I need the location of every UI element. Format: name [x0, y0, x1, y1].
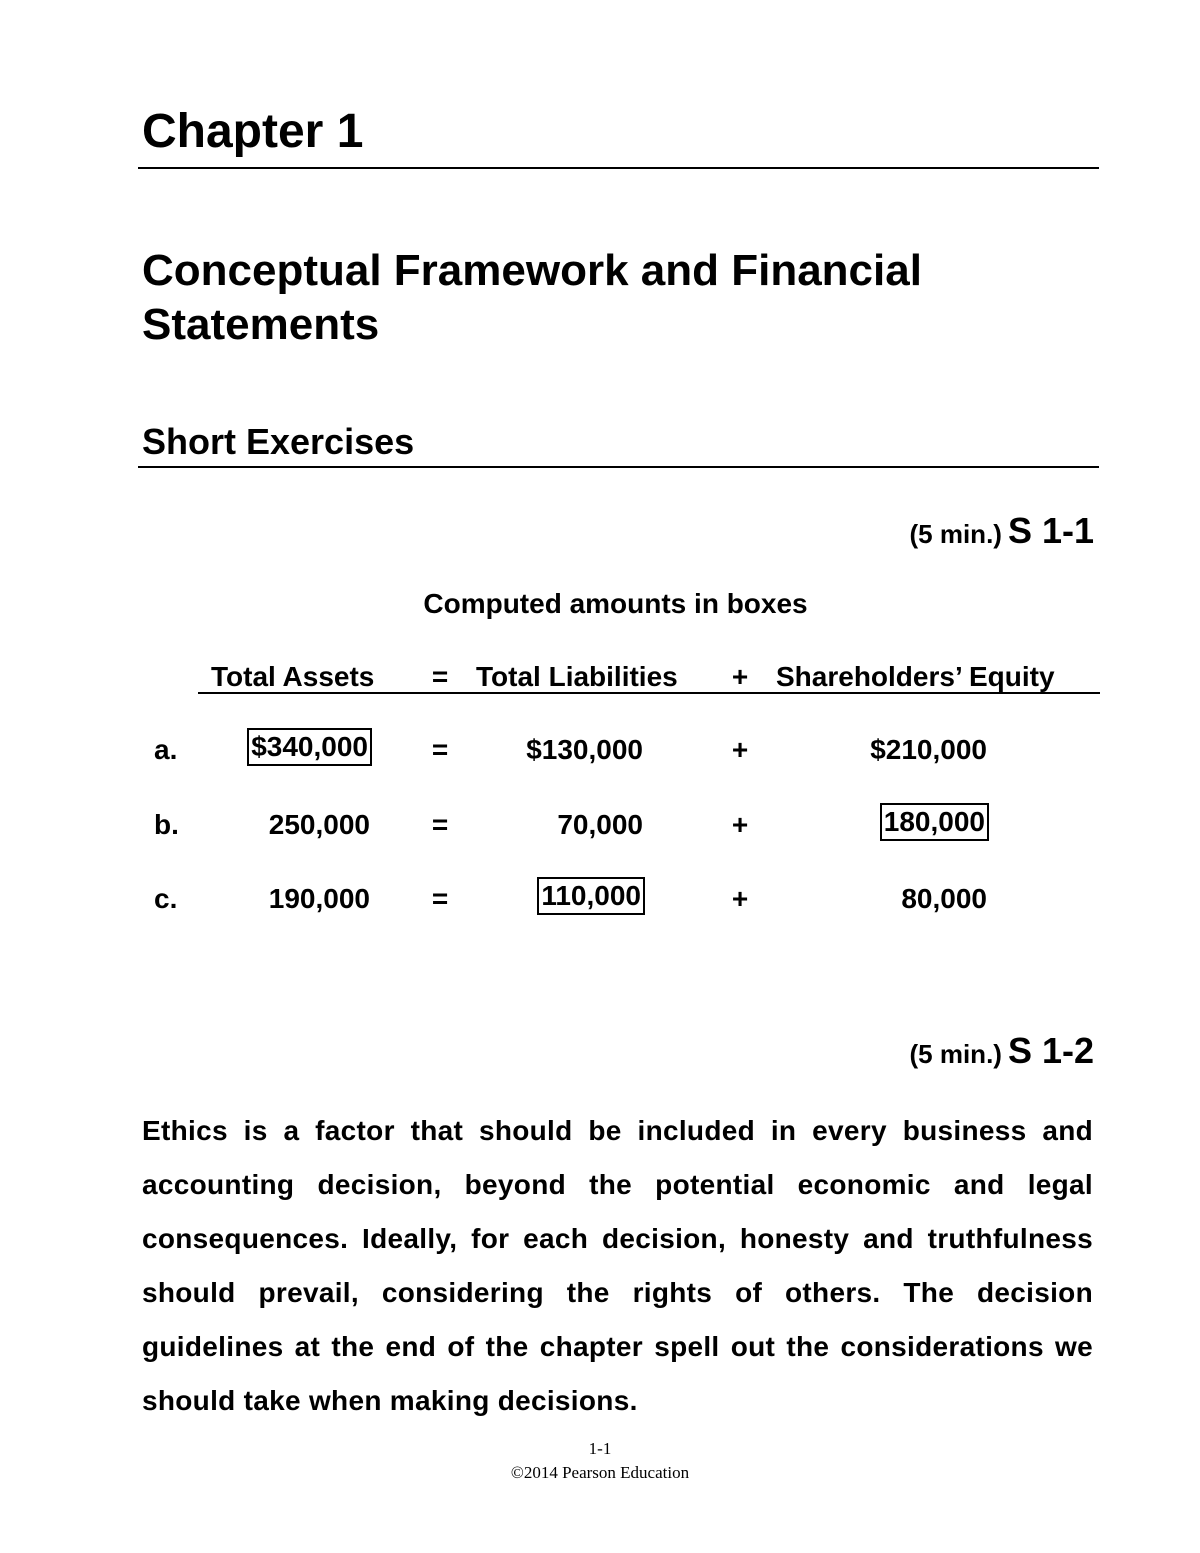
computed-amount-box: 110,000 — [537, 877, 645, 915]
cell-equity: 80,000 — [901, 883, 987, 914]
chapter-subtitle: Conceptual Framework and Financial Statements — [142, 246, 922, 349]
cell-liabilities — [537, 882, 645, 910]
header-equals: = — [431, 661, 449, 692]
header-shareholders-equity: Shareholders’ Equity — [776, 661, 1055, 692]
exercise-code: S 1-2 — [1007, 1030, 1094, 1071]
cell-equity — [880, 808, 989, 836]
cell-assets: 190,000 — [268, 883, 370, 914]
cell-plus: + — [731, 734, 749, 765]
exercise-time: (5 min.) — [909, 1039, 1002, 1069]
cell-plus: + — [731, 883, 749, 914]
cell-assets — [247, 733, 372, 761]
table-caption: Computed amounts in boxes — [423, 588, 808, 619]
cell-equals: = — [431, 809, 449, 840]
computed-amount-box: 180,000 — [880, 803, 989, 841]
copyright-notice: ©2014 Pearson Education — [510, 1463, 690, 1482]
header-total-assets: Total Assets — [211, 661, 375, 692]
chapter-title: Chapter 1 — [142, 105, 364, 158]
header-rule — [198, 692, 1100, 694]
cell-equity: $210,000 — [870, 734, 987, 765]
computed-amount-box: $340,000 — [247, 728, 372, 766]
ethics-paragraph: Ethics is a factor that should be included in every business and accounting decision, beyond the potential economic and legal consequences. Ideally, for each decision, honesty and truthfulness should prevail, considering the rights of others. The decision guidelines at the end of the chapter spell out the considerations we should take when making decisions. — [142, 1115, 1093, 1416]
cell-assets: 250,000 — [268, 809, 370, 840]
chapter-rule — [138, 167, 1099, 169]
header-plus: + — [731, 661, 749, 692]
row-label: b. — [154, 809, 179, 840]
exercise-time: (5 min.) — [909, 519, 1002, 549]
section-rule — [138, 466, 1099, 468]
cell-liabilities: 70,000 — [557, 809, 643, 840]
cell-liabilities: $130,000 — [526, 734, 643, 765]
header-total-liabilities: Total Liabilities — [476, 661, 678, 692]
page-number: 1-1 — [588, 1439, 612, 1458]
exercise-label-s1-2 — [909, 1030, 1095, 1071]
cell-equals: = — [431, 883, 449, 914]
exercise-label-s1-1 — [909, 510, 1095, 551]
row-label: a. — [154, 734, 178, 765]
section-title: Short Exercises — [142, 421, 415, 462]
row-label: c. — [154, 883, 178, 914]
cell-plus: + — [731, 809, 749, 840]
exercise-code: S 1-1 — [1007, 510, 1094, 551]
cell-equals: = — [431, 734, 449, 765]
